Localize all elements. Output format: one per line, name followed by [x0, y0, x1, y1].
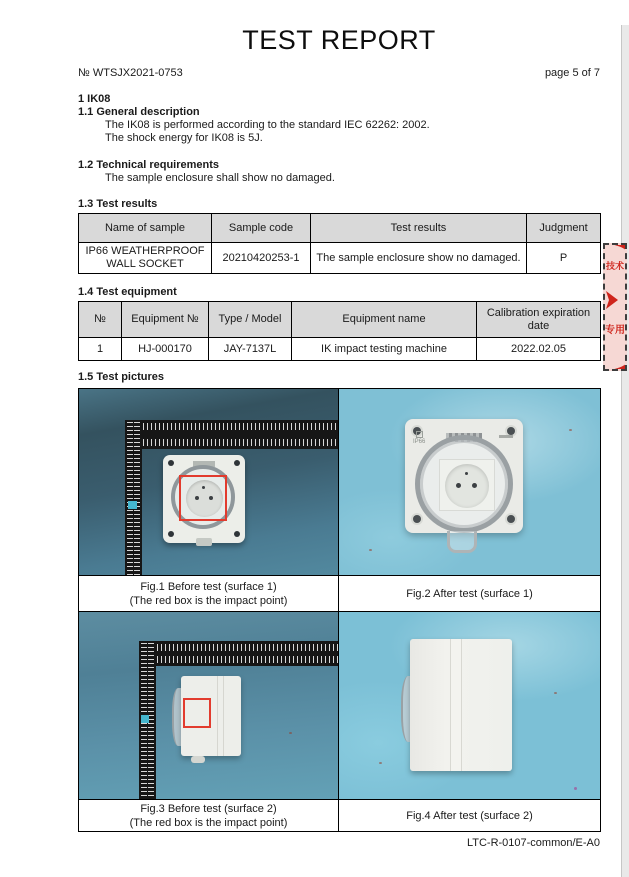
judgment-cell: P [527, 243, 601, 274]
document-code-footer: LTC-R-0107-common/E-A0 [466, 837, 600, 849]
socket-side-view [181, 676, 241, 756]
photo-fig4-after-surface2 [339, 612, 600, 799]
framing-square-vertical-arm [125, 420, 142, 575]
equipment-header-type-model: Type / Model [209, 302, 292, 338]
fig1-caption-line1: Fig.1 Before test (surface 1) [140, 580, 277, 593]
sample-code-cell: 20210420253-1 [212, 243, 311, 274]
bench-speck [289, 732, 292, 734]
general-description-line-2: The shock energy for IK08 is 5J. [105, 132, 263, 144]
caption-cell-fig4 [339, 800, 601, 832]
socket-hole [472, 483, 477, 488]
ruler-cyan-marker [128, 501, 137, 509]
enclosure-seam [217, 676, 218, 756]
results-header-result: Test results [311, 214, 527, 243]
fig3-caption-line1: Fig.3 Before test (surface 2) [140, 802, 277, 815]
photo-cell-fig3 [79, 612, 339, 800]
caption-cell-fig2 [339, 576, 601, 612]
results-header-judgment: Judgment [527, 214, 601, 243]
fig4-caption: Fig.4 After test (surface 2) [406, 809, 533, 822]
page-title: TEST REPORT [242, 25, 436, 55]
results-data-row [79, 243, 601, 274]
test-results-table [78, 213, 601, 274]
socket-ground-pin-hole [465, 472, 468, 475]
socket-front-view [163, 455, 245, 543]
fig3-caption-line2: (The red box is the impact point) [129, 816, 288, 829]
photo-cell-fig4 [339, 612, 601, 800]
caption-cell-fig1 [79, 576, 339, 612]
general-description-line-1: The IK08 is performed according to the standard IEC 62262: 2002. [105, 119, 430, 131]
equipment-header-name: Equipment name [292, 302, 477, 338]
technical-requirements-line: The sample enclosure shall show no damaged. [105, 172, 335, 184]
report-meta-row [78, 67, 600, 79]
brand-marking [499, 435, 513, 438]
socket-screw-hole [507, 427, 515, 435]
section-1-2-heading: 1.2 Technical requirements [78, 159, 220, 171]
bench-speck [569, 429, 572, 431]
photo-fig2-after-surface1 [339, 389, 600, 575]
photo-fig1-before-surface1 [79, 389, 338, 575]
stamp-star-fragment [606, 291, 618, 309]
stamp-arc-bottom [603, 353, 627, 371]
bench-speck [574, 787, 577, 790]
test-pictures-table [78, 388, 601, 832]
equipment-model-cell: JAY-7137L [209, 338, 292, 361]
socket-face [445, 464, 489, 508]
photo-cell-fig2 [339, 389, 601, 576]
socket-screw-hole [507, 515, 515, 523]
framing-square-horizontal-arm [125, 420, 338, 449]
equipment-calibration-cell: 2022.02.05 [477, 338, 601, 361]
socket-screw [234, 460, 240, 466]
test-equipment-table [78, 301, 601, 361]
fig2-caption: Fig.2 After test (surface 1) [406, 587, 533, 600]
socket-screw-hole [413, 515, 421, 523]
framing-square-horizontal-arm [139, 641, 338, 666]
socket-front-view-large [405, 419, 523, 533]
socket-side-view [410, 639, 512, 771]
section-1-3-heading: 1.3 Test results [78, 198, 158, 210]
results-header-name: Name of sample [79, 214, 212, 243]
results-header-row [79, 214, 601, 243]
socket-screw [234, 531, 240, 537]
section-1-4-heading: 1.4 Test equipment [78, 286, 177, 298]
equipment-header-no: № [79, 302, 122, 338]
impact-point-red-box [179, 475, 227, 521]
socket-mount-tab [191, 756, 205, 763]
scanned-page-edge [621, 25, 629, 877]
results-header-code: Sample code [212, 214, 311, 243]
equipment-name-cell: IK impact testing machine [292, 338, 477, 361]
caption-cell-fig3 [79, 800, 339, 832]
photo-cell-fig1 [79, 389, 339, 576]
section-1-1-heading: 1.1 General description [78, 106, 200, 118]
section-1-heading: 1 IK08 [78, 93, 111, 105]
page-number: page 5 of 7 [544, 67, 600, 79]
socket-screw [168, 460, 174, 466]
section-1-5-heading: 1.5 Test pictures [78, 371, 164, 383]
fig1-caption-line2: (The red box is the impact point) [129, 594, 288, 607]
equipment-header-row [79, 302, 601, 338]
socket-hole [456, 483, 461, 488]
equipment-header-equipment-no: Equipment № [122, 302, 209, 338]
equipment-id-cell: HJ-000170 [122, 338, 209, 361]
stamp-text-top: 技术 [606, 261, 625, 271]
equipment-no-cell: 1 [79, 338, 122, 361]
photo-fig3-before-surface2 [79, 612, 338, 799]
report-number: № WTSJX2021-0753 [78, 67, 183, 79]
test-result-cell: The sample enclosure show no damaged. [311, 243, 527, 274]
bench-speck [554, 692, 557, 694]
red-approval-stamp [603, 243, 627, 371]
stamp-text-bottom: 专用 [605, 325, 625, 336]
ruler-cyan-marker [141, 715, 149, 723]
enclosure-seam-band [450, 639, 462, 771]
ip66-marking: IP66 [413, 431, 425, 445]
impact-point-red-box [183, 698, 211, 728]
socket-cover-latch [447, 531, 477, 553]
equipment-data-row [79, 338, 601, 361]
socket-cover-latch [196, 538, 212, 546]
sample-name-cell: IP66 WEATHERPROOF WALL SOCKET [79, 243, 212, 274]
enclosure-seam [223, 676, 224, 756]
bench-speck [379, 762, 382, 764]
equipment-header-calibration: Calibration expiration date [477, 302, 601, 338]
socket-screw [168, 531, 174, 537]
bench-speck [369, 549, 372, 551]
